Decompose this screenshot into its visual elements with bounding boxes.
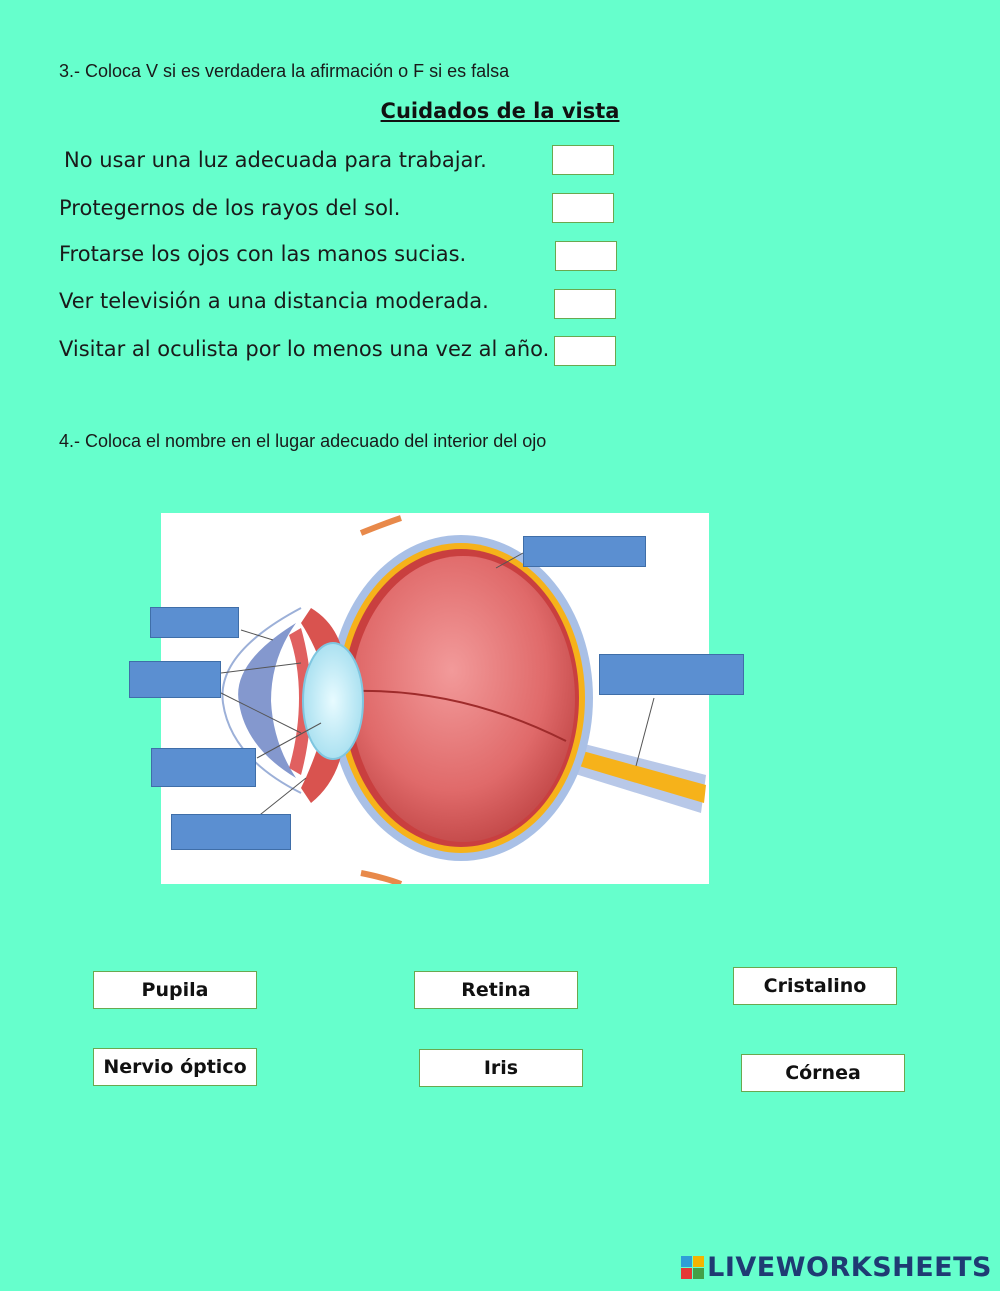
answer-box-5[interactable]: [554, 336, 616, 366]
drop-slot-iris-area[interactable]: [129, 661, 221, 698]
answer-box-3[interactable]: [555, 241, 617, 271]
word-card-nervio-optico[interactable]: Nervio óptico: [93, 1048, 257, 1086]
vitreous-body: [351, 556, 575, 842]
statement-4: Ver televisión a una distancia moderada.: [59, 289, 489, 313]
liveworksheets-logo-icon: [681, 1256, 704, 1279]
answer-box-2[interactable]: [552, 193, 614, 223]
drop-slot-cornea-area[interactable]: [150, 607, 239, 638]
section4-instruction: 4.- Coloca el nombre en el lugar adecuado del interior del ojo: [59, 431, 547, 451]
word-card-retina[interactable]: Retina: [414, 971, 578, 1009]
section3-title: Cuidados de la vista: [380, 99, 620, 123]
answer-box-1[interactable]: [552, 145, 614, 175]
drop-slot-retina-area[interactable]: [523, 536, 646, 567]
word-card-iris[interactable]: Iris: [419, 1049, 583, 1087]
muscle-top: [361, 518, 401, 533]
muscle-bottom: [361, 873, 401, 884]
answer-box-4[interactable]: [554, 289, 616, 319]
drop-slot-pupil-area[interactable]: [151, 748, 256, 787]
statement-2: Protegernos de los rayos del sol.: [59, 196, 401, 220]
statement-5: Visitar al oculista por lo menos una vez al año.: [59, 337, 550, 361]
drop-slot-optic-nerve-area[interactable]: [599, 654, 744, 695]
liveworksheets-logo: [681, 1252, 992, 1283]
word-card-cornea[interactable]: Córnea: [741, 1054, 905, 1092]
statement-3: Frotarse los ojos con las manos sucias.: [59, 242, 467, 266]
lens-shape: [303, 643, 363, 759]
drop-slot-lens-area[interactable]: [171, 814, 291, 850]
section3-instruction: 3.- Coloca V si es verdadera la afirmación o F si es falsa: [59, 61, 510, 81]
word-card-cristalino[interactable]: Cristalino: [733, 967, 897, 1005]
statement-1: No usar una luz adecuada para trabajar.: [64, 148, 487, 172]
logo-text: LIVEWORKSHEETS: [707, 1252, 992, 1283]
word-card-pupila[interactable]: Pupila: [93, 971, 257, 1009]
